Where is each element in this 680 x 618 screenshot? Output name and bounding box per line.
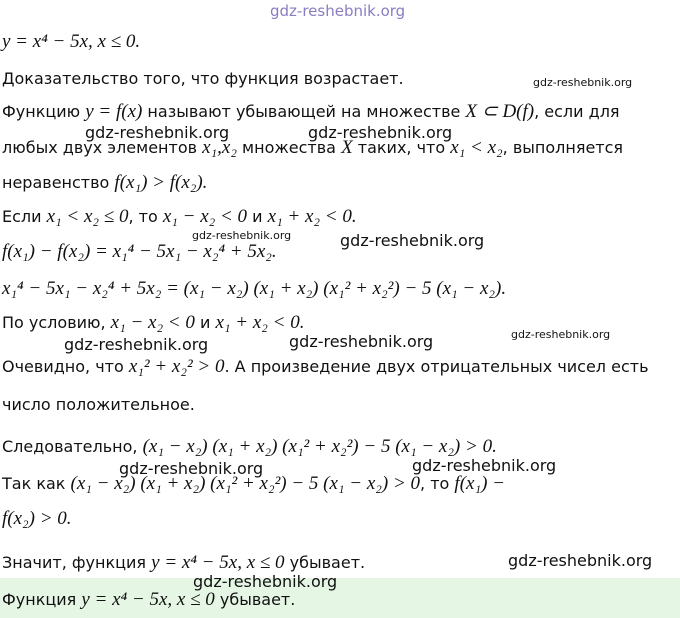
definition-line-3: неравенство f(x₁) > f(x₂). <box>2 172 208 193</box>
math-expression: x₁ + x₂ < 0. <box>215 312 305 333</box>
watermark: gdz-reshebnik.org <box>192 229 292 242</box>
watermark: gdz-reshebnik.org <box>119 459 264 478</box>
math-expression: y = x⁴ − 5x, x ≤ 0 <box>151 552 285 573</box>
conclusion-line: Значит, функция y = x⁴ − 5x, x ≤ 0 убывает. <box>2 552 366 573</box>
therefore-line: Следовательно, (x₁ − x₂) (x₁ + x₂) (x₁² + x₂²) − 5 (x₁ − x₂) > 0. <box>2 436 497 457</box>
watermark: gdz-reshebnik.org <box>533 76 633 89</box>
math-expression: f(x₁) − <box>454 473 505 494</box>
condition-line: Если x₁ < x₂ ≤ 0, то x₁ − x₂ < 0 и x₁ + x₂ < 0. <box>2 206 357 227</box>
proof-heading: Доказательство того, что функция возрастает. <box>2 69 404 88</box>
math-expression: f(x₂) > 0. <box>2 508 72 529</box>
math-expression: y = f(x) <box>85 101 143 122</box>
watermark: gdz-reshebnik.org <box>270 2 406 20</box>
definition-line-2: любых двух элементов x₁,x₂ множества X таких, что x₁ < x₂, выполняется <box>2 137 624 158</box>
answer-line: Функция y = x⁴ − 5x, x ≤ 0 убывает. <box>2 589 296 610</box>
math-expression: x₁² + x₂² > 0 <box>128 356 225 377</box>
function-definition <box>2 31 140 53</box>
watermark: gdz-reshebnik.org <box>340 231 485 250</box>
math-expression: x₁⁴ − 5x₁ − x₂⁴ + 5x₂ = (x₁ − x₂) (x₁ + x₂) (x₁² + x₂²) − 5 (x₁ − x₂). <box>2 278 507 299</box>
math-expression: X <box>341 137 353 158</box>
watermark: gdz-reshebnik.org <box>193 572 338 591</box>
since-line-continued <box>2 508 72 530</box>
math-expression: x₁ − x₂ < 0 <box>110 312 195 333</box>
math-expression: x₁ < x₂ <box>450 137 503 158</box>
math-expression: x₁ < x₂ ≤ 0 <box>46 206 129 227</box>
math-expression: (x₁ − x₂) (x₁ + x₂) (x₁² + x₂²) − 5 (x₁ − x₂) > 0. <box>142 436 497 457</box>
math-expression: x₁,x₂ <box>202 137 237 158</box>
watermark: gdz-reshebnik.org <box>511 328 611 341</box>
math-expression: x₁ + x₂ < 0. <box>267 206 357 227</box>
factorization-equation <box>2 278 506 300</box>
watermark: gdz-reshebnik.org <box>508 551 653 570</box>
watermark: gdz-reshebnik.org <box>85 123 230 142</box>
math-expression: f(x₁) − f(x₂) = x₁⁴ − 5x₁ − x₂⁴ + 5x₂. <box>2 241 277 262</box>
by-condition-line: По условию, x₁ − x₂ < 0 и x₁ + x₂ < 0. <box>2 312 305 333</box>
math-expression: (x₁ − x₂) (x₁ + x₂) (x₁² + x₂²) − 5 (x₁ − x₂) > 0 <box>70 473 421 494</box>
since-line: Так как (x₁ − x₂) (x₁ + x₂) (x₁² + x₂²) − 5 (x₁ − x₂) > 0, то f(x₁) − <box>2 473 505 494</box>
difference-equation <box>2 241 277 263</box>
watermark: gdz-reshebnik.org <box>412 456 557 475</box>
definition-line-1: Функцию y = f(x) называют убывающей на множестве X ⊂ D(f), если для <box>2 101 620 122</box>
math-expression: y = x⁴ − 5x, x ≤ 0. <box>2 31 141 52</box>
obvious-line: Очевидно, что x₁² + x₂² > 0. А произведение двух отрицательных чисел есть <box>2 356 649 377</box>
positive-number-line: число положительное. <box>2 395 195 414</box>
math-expression: x₁ − x₂ < 0 <box>162 206 248 227</box>
math-expression: X ⊂ D(f) <box>465 101 535 122</box>
math-expression: f(x₁) > f(x₂). <box>114 172 208 193</box>
watermark: gdz-reshebnik.org <box>308 123 453 142</box>
watermark: gdz-reshebnik.org <box>289 332 434 351</box>
watermark: gdz-reshebnik.org <box>64 335 209 354</box>
math-expression: y = x⁴ − 5x, x ≤ 0 <box>81 589 215 610</box>
